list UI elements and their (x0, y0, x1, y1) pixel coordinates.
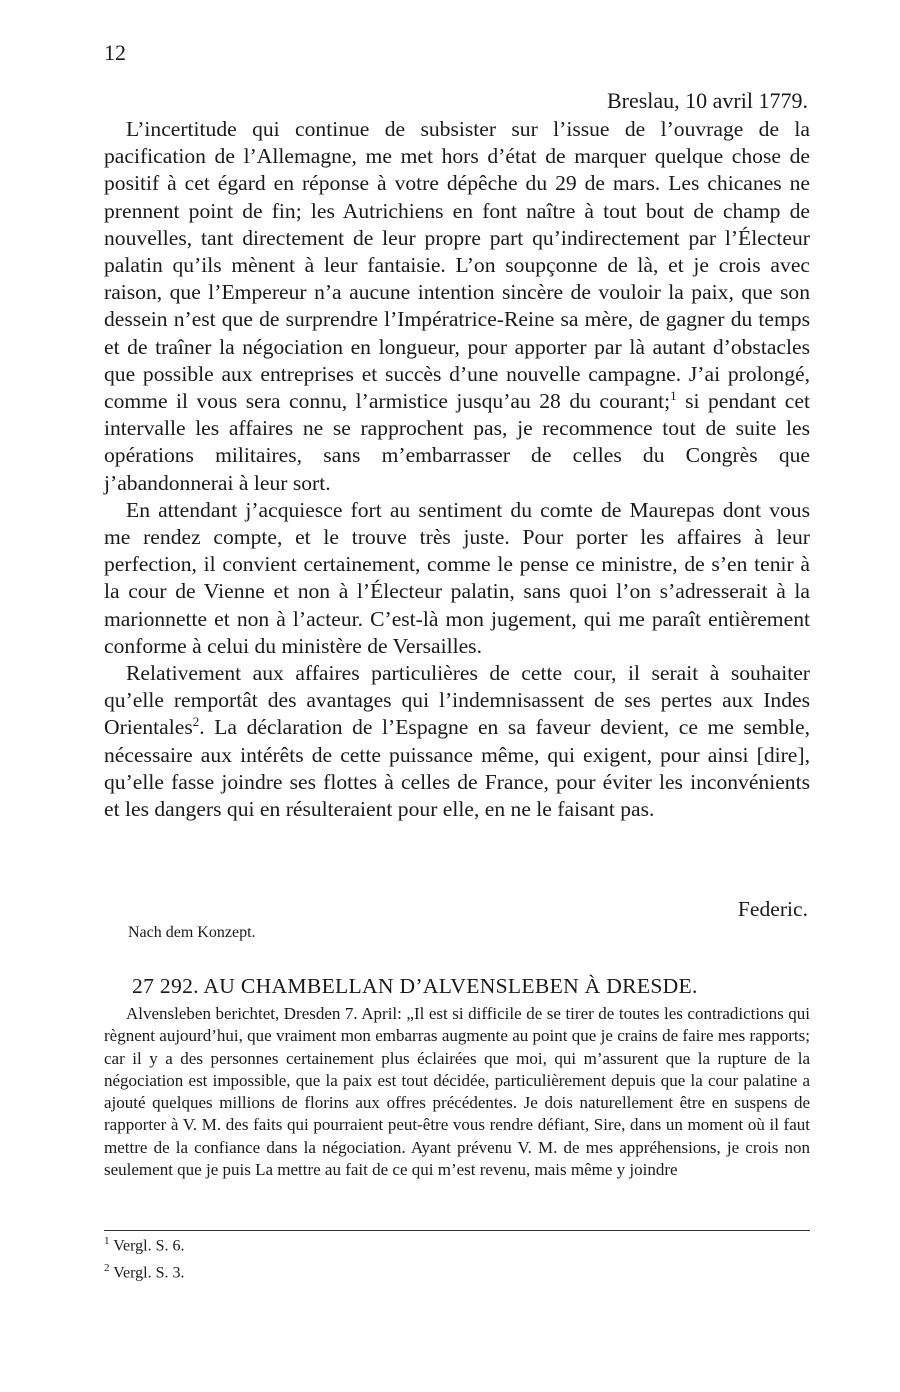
letter-paragraph (104, 660, 810, 823)
letter-signature: Federic. (737, 897, 808, 921)
footnote-reference: 2 (192, 714, 200, 730)
letter-body (104, 116, 810, 823)
letter-paragraph: En attendant j’acquiesce fort au sentiment du comte de Maurepas dont vous me rendez compte, et le trouve très juste. Pour porter les affaires à leur perfection, il convient certainement, comme le pense ce ministre, de s’en tenir à la cour de Vienne et non à l’Électeur palatin, sans quoi l’on s’adresserait à la marionnette et non à l’acteur. C’est-là mon jugement, qui me paraît entièrement conforme à celui du ministère de Versailles. (104, 497, 810, 658)
letter-text: L’incertitude qui continue de subsister sur l’issue de l’ouvrage de la pacification de l’Allemagne, me met hors d’état de marquer quelque chose de positif à cet égard en réponse à votre dépêche du 29 de mars. Les chicanes ne prennent point de fin; les Autrichiens en font naître à tout bout de champ de nouvelles, tant directement de leur propre part qu’indirectement par l’Électeur palatin qu’ils mènent à leur fantaisie. L’on soupçonne de là, et je crois avec raison, que l’Empereur n’a aucune intention sincère de vouloir la paix, que son dessein n’est que de surprendre l’Impératrice-Reine sa mère, de gagner du temps et de traîner la négociation en longueur, pour apporter par là autant d’obstacles que possible aux entreprises et succès d’une nouvelle campagne. J’ai prolongé, comme il vous sera connu, l’armistice jusqu’au 28 du courant; (104, 117, 810, 414)
letter-text: Relativement aux affaires particulières de cette cour, il serait à souhaiter qu’elle remportât des avantages qui l’indemnisassent de ses pertes aux Indes Orientales (104, 661, 810, 740)
letter-text: si pendant cet intervalle les affaires ne se rapprochent pas, je recommence tout de suite les opérations militaires, sans m’embarrasser de celles du Congrès que j’abandonnerai à leur sort. (104, 389, 810, 495)
section-heading: 27 292. AU CHAMBELLAN D’ALVENSLEBEN À DRESDE. (132, 974, 698, 998)
footnote-mark: 2 (104, 1262, 110, 1275)
report-paragraph: Alvensleben berichtet, Dresden 7. April: „Il est si difficile de se tirer de toutes les contradictions qui règnent aujourd’hui, que vraiment mon embarras augmente au point que je crains de faire mes rapports; car il y a des personnes certainement plus éclairées que moi, qui m’assurent que la rupture de la négociation est impossible, que la paix est tout décidée, particulièrement depuis que la cour palatine a ajouté quelques millions de florins aux offres précédentes. Je dois naturellement être en suspens de rapporter à V. M. des faits qui pourraient peut-être vous rendre défiant, Sire, dans un moment où il faut mettre de la confiance dans la négociation. Ayant prévenu V. M. de mes appréhensions, je crois non seulement que je puis La mettre au fait de ce qui m’est revenu, mais même y joindre (104, 1004, 810, 1180)
footnote-mark: 1 (104, 1235, 110, 1247)
footnote-reference: 1 (670, 387, 677, 403)
footnote-text: Vergl. S. 6. (113, 1237, 185, 1255)
letter-paragraph (104, 116, 810, 497)
footnote (104, 1257, 184, 1284)
source-note: Nach dem Konzept. (128, 924, 256, 941)
footnotes (104, 1230, 184, 1285)
footnote-divider (104, 1230, 810, 1231)
report-body (104, 1003, 810, 1181)
footnote-text: Vergl. S. 3. (113, 1264, 185, 1282)
footnote (104, 1230, 184, 1257)
page-number: 12 (104, 40, 126, 65)
letter-dateline: Breslau, 10 avril 1779. (606, 88, 808, 113)
letter-text: . La déclaration de l’Espagne en sa faveur devient, ce me semble, nécessaire aux intérêts de cette puissance même, qui exigent, pour ainsi [dire], qu’elle fasse joindre ses flottes à celles de France, pour éviter les inconvénients et les dangers qui en résulteraient pour elle, en ne le faisant pas. (104, 715, 810, 822)
